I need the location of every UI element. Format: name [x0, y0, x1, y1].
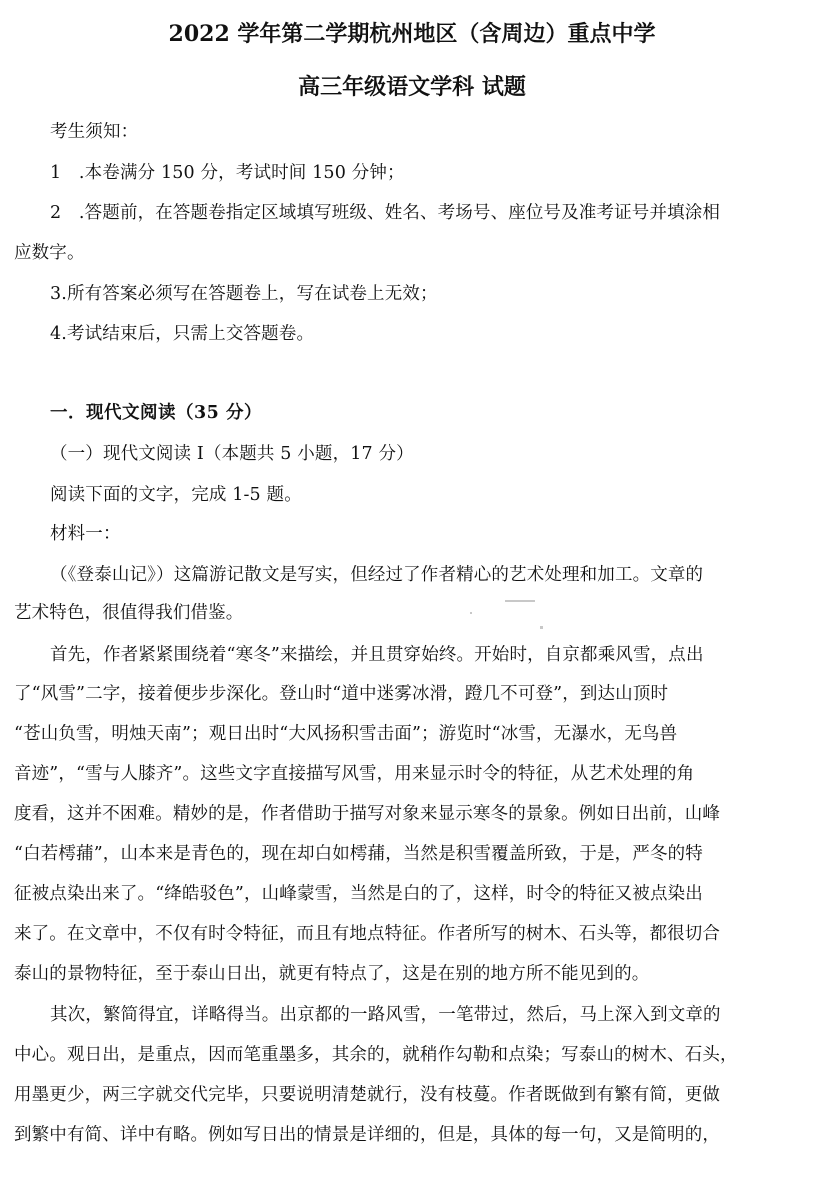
exam-subtitle: 高三年级语文学科 试题	[298, 74, 526, 100]
body-line: （《登泰山记》）这篇游记散文是写实，但经过了作者精心的艺术处理和加工。文章的	[50, 565, 704, 585]
scan-speckle	[470, 612, 472, 614]
body-line: 首先，作者紧紧围绕着“寒冬”来描绘，并且贯穿始终。开始时，自京都乘风雪，点出	[50, 645, 704, 665]
body-line: 度看，这并不困难。精妙的是，作者借助于描写对象来显示寒冬的景象。例如日出前，山峰	[14, 804, 720, 824]
body-line: 艺术特色，很值得我们借鉴。	[14, 603, 244, 623]
material-label: 材料一：	[50, 524, 121, 544]
section-subheading: （一）现代文阅读 I（本题共 5 小题，17 分）	[50, 444, 414, 464]
body-line: 泰山的景物特征，至于泰山日出，就更有特点了，这是在别的地方所不能见到的。	[14, 964, 650, 984]
notice-item: 应数字。	[14, 243, 85, 263]
body-line: 其次，繁简得宜，详略得当。出京都的一路风雪，一笔带过，然后，马上深入到文章的	[50, 1005, 721, 1025]
notice-item: 2 .答题前，在答题卷指定区域填写班级、姓名、考场号、座位号及准考证号并填涂相	[50, 203, 721, 223]
body-line: 征被点染出来了。“绛皓驳色”，山峰蒙雪，当然是白的了，这样，时令的特征又被点染出	[14, 884, 703, 904]
scan-speckle	[540, 626, 543, 629]
body-line: 了“风雪”二字，接着便步步深化。登山时“道中迷雾冰滑，蹬几不可登”，到达山顶时	[14, 684, 669, 704]
body-line: 来了。在文章中，不仅有时令特征，而且有地点特征。作者所写的树木、石头等，都很切合	[14, 924, 720, 944]
notice-item: 4.考试结束后，只需上交答题卷。	[50, 324, 315, 344]
reading-instruction: 阅读下面的文字，完成 1-5 题。	[50, 485, 302, 505]
body-line: 音迹”，“雪与人膝齐”。这些文字直接描写风雪，用来显示时令的特征，从艺术处理的角	[14, 764, 695, 784]
section-heading: 一．现代文阅读（35 分）	[50, 403, 262, 423]
body-line: “白若樗蒱”，山本来是青色的，现在却白如樗蒱，当然是积雪覆盖所致，于是，严冬的特	[14, 844, 703, 864]
exam-title: 2022 学年第二学期杭州地区（含周边）重点中学	[168, 21, 656, 47]
notice-item: 3.所有答案必须写在答题卷上，写在试卷上无效；	[50, 284, 438, 304]
body-line: 用墨更少，两三字就交代完毕，只要说明清楚就行，没有枝蔓。作者既做到有繁有简，更做	[14, 1085, 720, 1105]
notice-heading: 考生须知：	[50, 122, 139, 142]
body-line: 到繁中有简、详中有略。例如写日出的情景是详细的，但是，具体的每一句，又是简明的，	[14, 1125, 720, 1145]
body-line: “苍山负雪，明烛天南”；观日出时“大风扬积雪击面”；游览时“冰雪，无瀑水，无鸟兽	[14, 724, 678, 744]
notice-item: 1 .本卷满分 150 分，考试时间 150 分钟；	[50, 163, 405, 183]
scan-speckle	[505, 600, 535, 602]
body-line: 中心。观日出，是重点，因而笔重墨多，其余的，就稍作勾勒和点染；写泰山的树木、石头，	[14, 1045, 738, 1065]
